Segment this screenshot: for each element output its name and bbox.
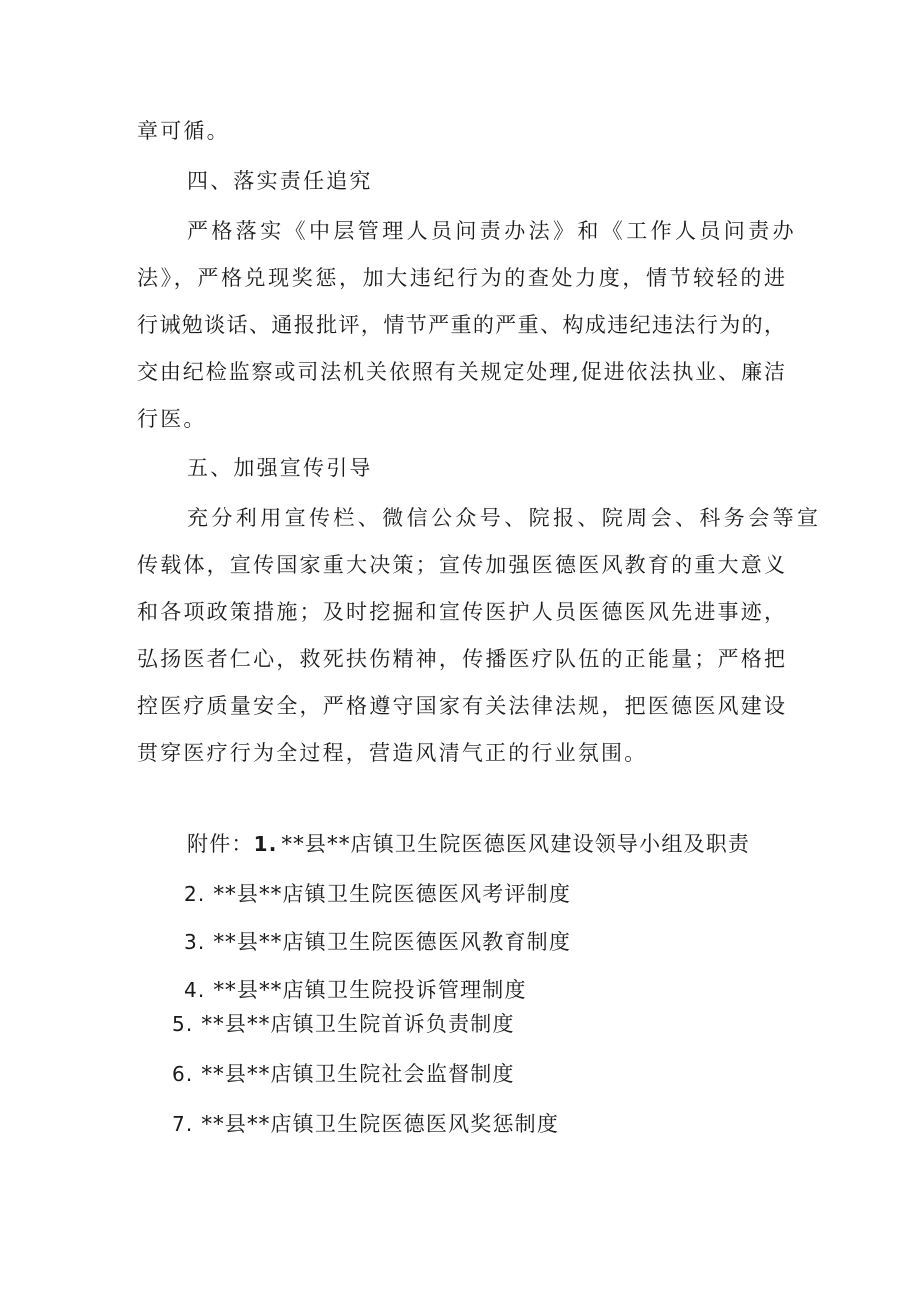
attachment-item-2	[184, 879, 571, 909]
attachment-number: 2.	[184, 882, 206, 906]
attachment-number: 1.	[253, 832, 278, 856]
attachment-number: 5.	[172, 1012, 194, 1036]
attachment-number: 6.	[172, 1062, 194, 1086]
attachment-title: **县**店镇卫生院医德医风教育制度	[213, 930, 572, 954]
attachment-item-1	[187, 829, 750, 859]
attachment-title: **县**店镇卫生院首诉负责制度	[201, 1012, 515, 1036]
attachment-title: **县**店镇卫生院投诉管理制度	[213, 978, 527, 1002]
attachment-item-4	[184, 975, 527, 1005]
section-heading-4: 四、落实责任追究	[187, 169, 373, 193]
paragraph-line: 章可循。	[137, 119, 230, 143]
paragraph-line: 严格落实《中层管理人员问责办法》和《工作人员问责办	[187, 219, 797, 243]
paragraph-line: 行医。	[137, 407, 207, 431]
attachment-title: **县**店镇卫生院社会监督制度	[201, 1062, 515, 1086]
section-heading-5: 五、加强宣传引导	[187, 456, 373, 480]
attachment-item-6	[172, 1059, 515, 1089]
attachment-number: 4.	[184, 978, 206, 1002]
attachment-item-7	[172, 1109, 559, 1139]
paragraph-line: 控医疗质量安全，严格遵守国家有关法律法规，把医德医风建设	[137, 694, 785, 718]
paragraph-line: 和各项政策措施；及时挖掘和宣传医护人员医德医风先进事迹，	[137, 600, 785, 624]
paragraph-line: 行诫勉谈话、通报批评，情节严重的严重、构成违纪违法行为的，	[137, 313, 785, 337]
attachment-title: **县**店镇卫生院医德医风建设领导小组及职责	[281, 832, 751, 856]
attachment-item-3	[184, 927, 571, 957]
attachment-number: 7.	[172, 1112, 194, 1136]
attachment-title: **县**店镇卫生院医德医风奖惩制度	[201, 1112, 560, 1136]
paragraph-line: 传载体，宣传国家重大决策；宣传加强医德医风教育的重大意义	[137, 553, 785, 577]
paragraph-line: 贯穿医疗行为全过程，营造风清气正的行业氛围。	[137, 741, 648, 765]
paragraph-line: 充分利用宣传栏、微信公众号、院报、院周会、科务会等宣	[187, 506, 822, 530]
attachment-number: 3.	[184, 930, 206, 954]
paragraph-line: 弘扬医者仁心，救死扶伤精神，传播医疗队伍的正能量；严格把	[137, 647, 785, 671]
attachment-title: **县**店镇卫生院医德医风考评制度	[213, 882, 572, 906]
paragraph-line: 交由纪检监察或司法机关依照有关规定处理,促进依法执业、廉洁	[137, 360, 785, 384]
attachment-item-5	[172, 1009, 515, 1039]
attachment-label: 附件：	[187, 832, 254, 856]
paragraph-line: 法》，严格兑现奖惩，加大违纪行为的查处力度，情节较轻的进	[137, 266, 785, 290]
